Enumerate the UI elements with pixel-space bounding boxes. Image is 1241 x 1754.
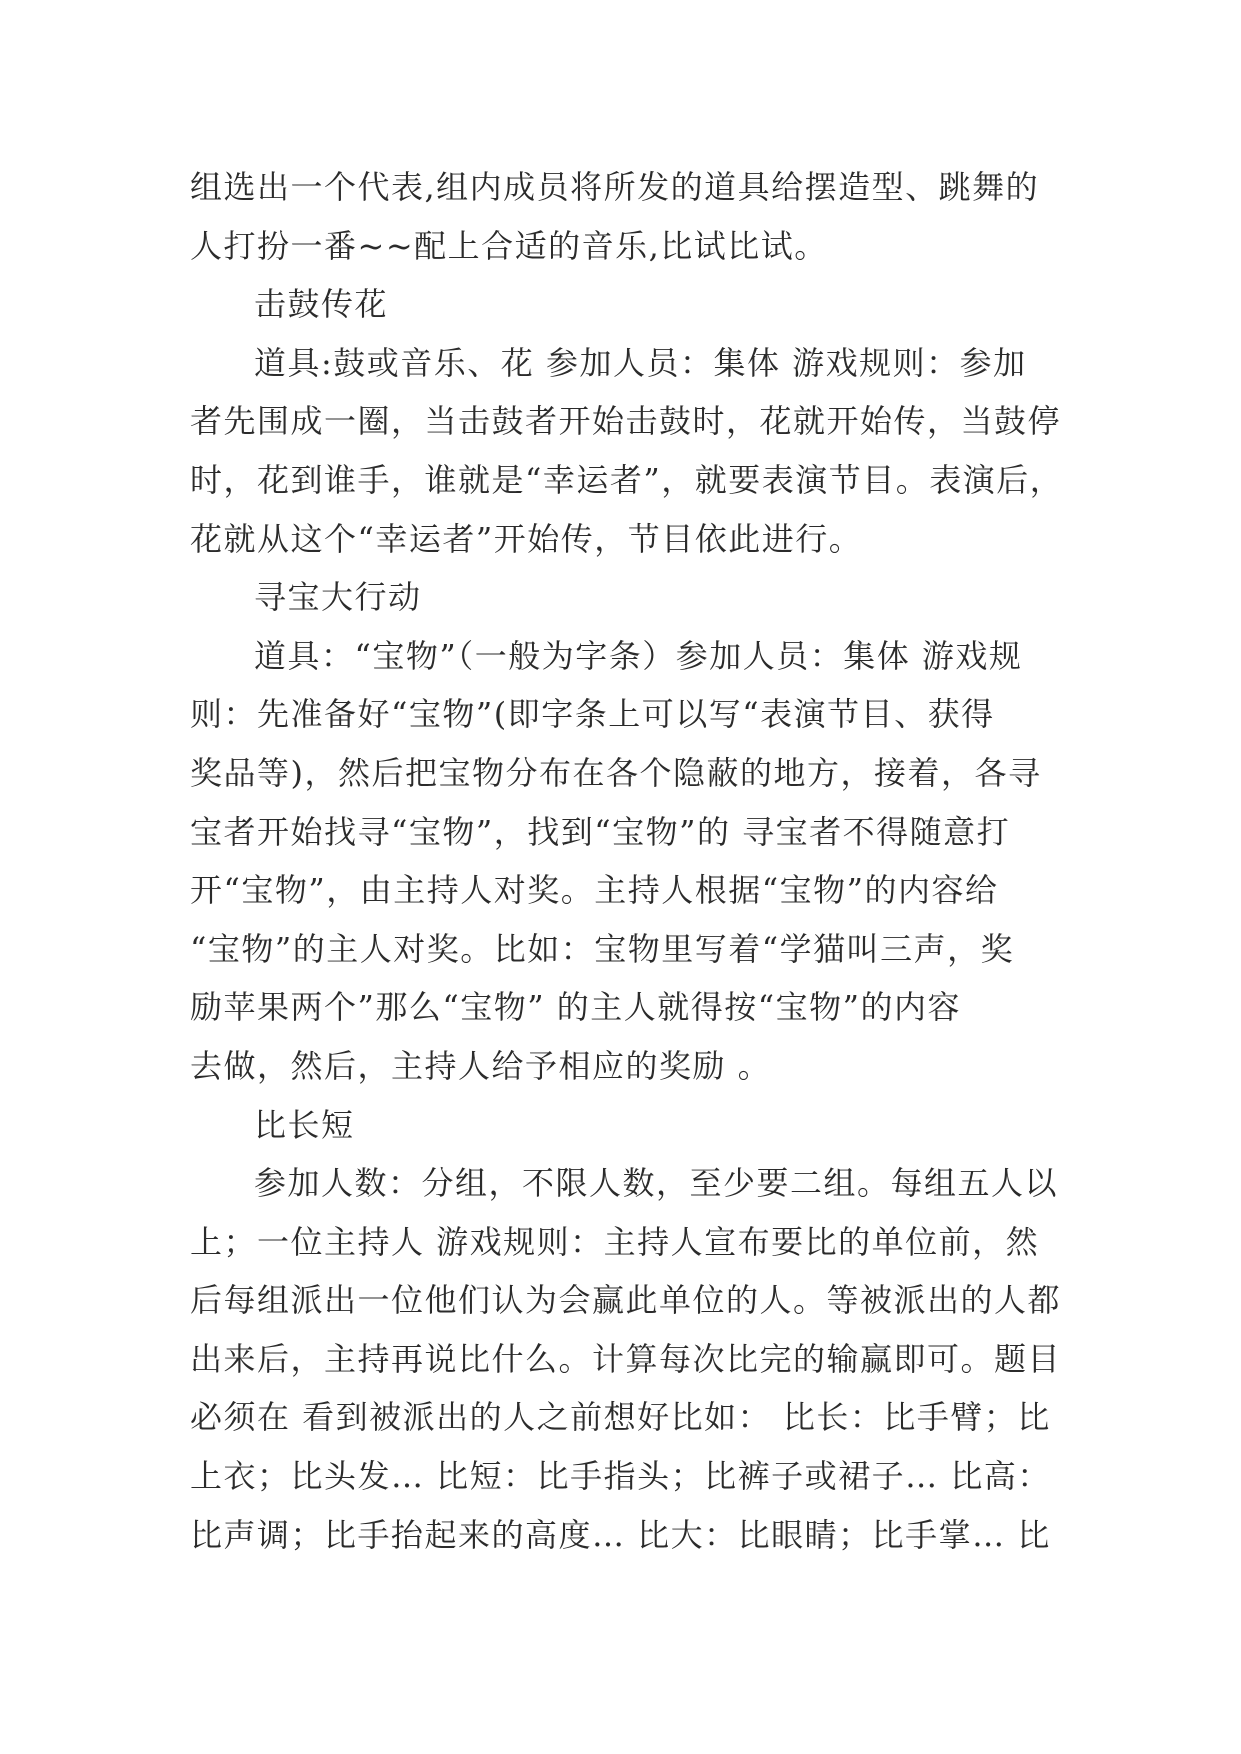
body-text bbox=[190, 158, 1064, 1564]
text-line: “宝物”的主人对奖。比如：宝物里写着“学猫叫三声，奖 bbox=[190, 929, 1015, 968]
text-line: 上衣；比头发… 比短：比手指头；比裤子或裙子… 比高： bbox=[190, 1457, 1051, 1496]
text-line: 宝者开始找寻“宝物”，找到“宝物”的 寻宝者不得随意打 bbox=[190, 812, 1011, 851]
text-line: 上；一位主持人 游戏规则：主持人宣布要比的单位前，然 bbox=[190, 1222, 1040, 1261]
text-line: 道具:鼓或音乐、花 参加人员：集体 游戏规则：参加 bbox=[254, 343, 1027, 382]
text-line: 开“宝物”，由主持人对奖。主持人根据“宝物”的内容给 bbox=[190, 871, 999, 910]
text-line: 组选出一个代表,组内成员将所发的道具给摆造型、跳舞的 bbox=[190, 168, 1040, 206]
text-line: 后每组派出一位他们认为会赢此单位的人。等被派出的人都 bbox=[190, 1281, 1062, 1320]
text-line: 道具：“宝物”（一般为字条）参加人员：集体 游戏规 bbox=[254, 636, 1023, 675]
text-line: 花就从这个“幸运者”开始传，节目依此进行。 bbox=[190, 519, 863, 558]
text-line: 时，花到谁手，谁就是“幸运者”，就要表演节目。表演后， bbox=[190, 460, 1064, 499]
text-line: 去做，然后，主持人给予相应的奖励 。 bbox=[190, 1046, 772, 1085]
text-line: 奖品等)，然后把宝物分布在各个隐蔽的地方，接着，各寻 bbox=[190, 753, 1042, 792]
text-line: 必须在 看到被派出的人之前想好比如： 比长：比手臂；比 bbox=[190, 1398, 1051, 1437]
text-line: 励苹果两个”那么“宝物” 的主人就得按“宝物”的内容 bbox=[190, 988, 961, 1027]
text-line: 人打扮一番~~配上合适的音乐,比试比试。 bbox=[190, 226, 828, 265]
text-line: 者先围成一圈，当击鼓者开始击鼓时，花就开始传，当鼓停 bbox=[190, 402, 1062, 441]
text-line: 比声调；比手抬起来的高度… 比大：比眼睛；比手掌… 比 bbox=[190, 1515, 1051, 1554]
section-heading-drum-flower: 击鼓传花 bbox=[254, 285, 389, 324]
section-heading-compare-length: 比长短 bbox=[254, 1105, 355, 1144]
text-line: 参加人数：分组，不限人数，至少要二组。每组五人以 bbox=[254, 1164, 1059, 1203]
text-line: 则：先准备好“宝物”(即字条上可以写“表演节目、获得 bbox=[190, 695, 995, 734]
section-heading-treasure-hunt: 寻宝大行动 bbox=[254, 578, 422, 617]
text-line: 出来后，主持再说比什么。计算每次比完的输赢即可。题目 bbox=[190, 1339, 1062, 1378]
